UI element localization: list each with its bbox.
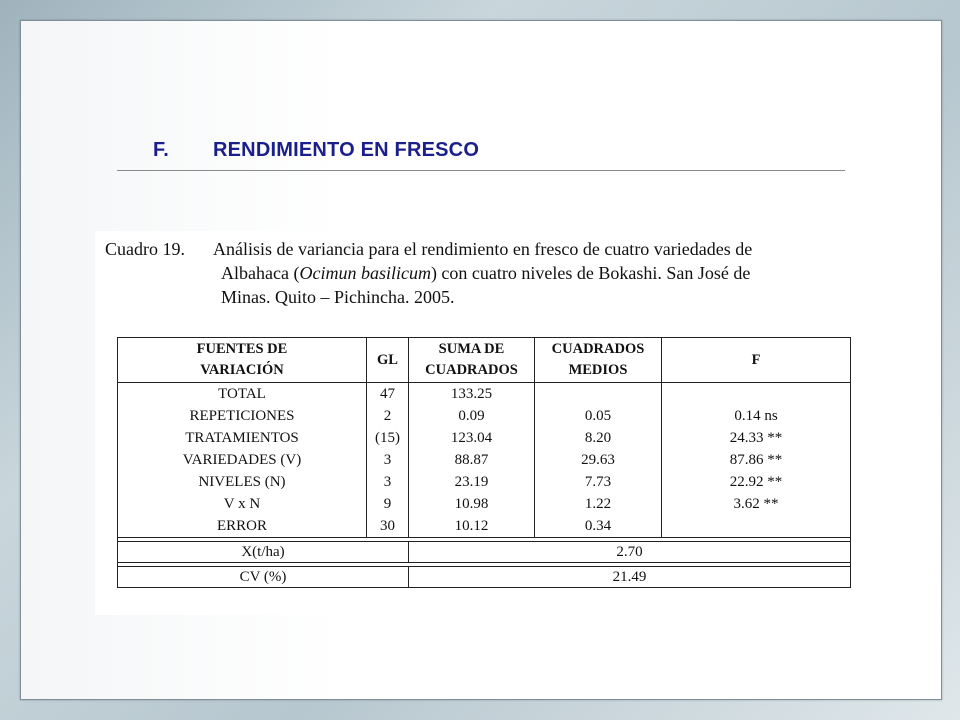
cell-source: V x N: [118, 493, 367, 515]
cell-f: 0.14 ns: [662, 405, 851, 427]
table-row: [118, 405, 851, 427]
summary-value: 21.49: [409, 567, 851, 588]
cell-ms: 0.34: [535, 515, 662, 538]
summary-row-cv: [118, 567, 851, 588]
cell-ss: 88.87: [409, 449, 535, 471]
cell-ms: [535, 383, 662, 406]
slide-title: [153, 139, 479, 162]
cell-source: VARIEDADES (V): [118, 449, 367, 471]
cell-gl: 2: [367, 405, 409, 427]
caption-line-2: [105, 261, 875, 285]
title-text: RENDIMIENTO EN FRESCO: [213, 139, 480, 161]
table-row: [118, 449, 851, 471]
cell-gl: 9: [367, 493, 409, 515]
caption-line-2-pre: Albahaca (: [221, 263, 300, 283]
cell-f: 24.33 **: [662, 427, 851, 449]
cell-ms: 7.73: [535, 471, 662, 493]
summary-value: 2.70: [409, 542, 851, 563]
title-letter: F.: [153, 139, 169, 161]
header-gl: GL: [367, 338, 409, 383]
cell-gl: 3: [367, 449, 409, 471]
header-source: FUENTES DE VARIACIÓN: [118, 338, 367, 383]
scanned-table-image: [95, 231, 880, 615]
cell-gl: 47: [367, 383, 409, 406]
cell-ms: 1.22: [535, 493, 662, 515]
cell-f: 22.92 **: [662, 471, 851, 493]
cell-ss: 0.09: [409, 405, 535, 427]
cell-gl: (15): [367, 427, 409, 449]
cell-ss: 10.12: [409, 515, 535, 538]
table-row: [118, 383, 851, 406]
header-f: F: [662, 338, 851, 383]
table-caption: [105, 237, 875, 309]
cell-gl: 30: [367, 515, 409, 538]
cell-f: 3.62 **: [662, 493, 851, 515]
table-row: [118, 493, 851, 515]
cell-source: ERROR: [118, 515, 367, 538]
table-row: [118, 471, 851, 493]
table-header-row: [118, 338, 851, 383]
cell-ss: 133.25: [409, 383, 535, 406]
table-row: [118, 515, 851, 538]
caption-line-2-post: ) con cuatro niveles de Bokashi. San José de: [430, 263, 751, 283]
caption-number: Cuadro 19.: [105, 239, 185, 259]
cell-gl: 3: [367, 471, 409, 493]
cell-source: NIVELES (N): [118, 471, 367, 493]
caption-line-1: Análisis de variancia para el rendimiento en fresco de cuatro variedades de: [213, 239, 753, 259]
cell-ss: 23.19: [409, 471, 535, 493]
header-sum-squares: SUMA DE CUADRADOS: [409, 338, 535, 383]
cell-ss: 123.04: [409, 427, 535, 449]
title-divider: [117, 170, 845, 171]
cell-f: [662, 383, 851, 406]
cell-ms: 0.05: [535, 405, 662, 427]
caption-species: Ocimun basilicum: [299, 263, 431, 283]
cell-ss: 10.98: [409, 493, 535, 515]
cell-source: REPETICIONES: [118, 405, 367, 427]
caption-line-3: Minas. Quito – Pichincha. 2005.: [221, 287, 455, 307]
cell-source: TOTAL: [118, 383, 367, 406]
cell-f: [662, 515, 851, 538]
table-row: [118, 427, 851, 449]
anova-table: [117, 337, 851, 588]
header-mean-squares: CUADRADOS MEDIOS: [535, 338, 662, 383]
cell-source: TRATAMIENTOS: [118, 427, 367, 449]
summary-label: CV (%): [118, 567, 409, 588]
cell-ms: 29.63: [535, 449, 662, 471]
cell-f: 87.86 **: [662, 449, 851, 471]
summary-label: X(t/ha): [118, 542, 409, 563]
cell-ms: 8.20: [535, 427, 662, 449]
summary-row-mean: [118, 542, 851, 563]
